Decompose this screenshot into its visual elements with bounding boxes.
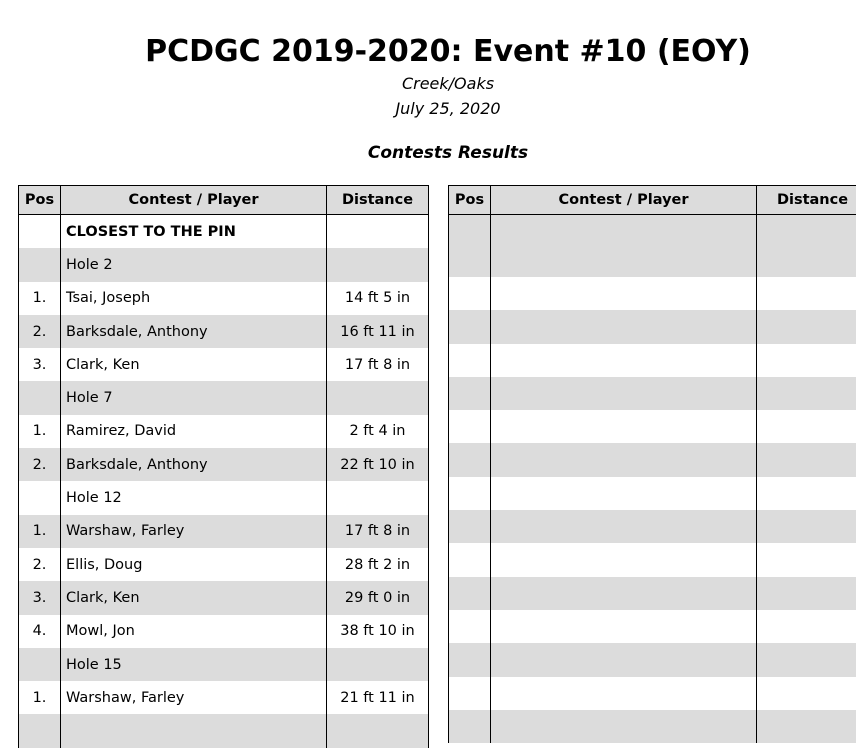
table-header-row: [19, 186, 429, 215]
pos-cell: [19, 714, 61, 747]
empty-table-row: [449, 277, 856, 310]
player-column-header: Contest / Player: [491, 186, 757, 215]
distance-cell: [757, 577, 856, 610]
distance-cell: 21 ft 11 in: [327, 681, 429, 714]
distance-cell: [327, 215, 429, 249]
pos-cell: [19, 248, 61, 281]
empty-table-row: [449, 344, 856, 377]
table-header-row: [449, 186, 856, 215]
distance-cell: 28 ft 2 in: [327, 548, 429, 581]
distance-cell: [757, 443, 856, 476]
player-cell: Mowl, Jon: [61, 615, 327, 648]
pos-cell: [449, 610, 491, 643]
distance-cell: [327, 481, 429, 514]
player-cell: Tsai, Joseph: [61, 282, 327, 315]
table-row: [19, 315, 429, 348]
table-row: [19, 415, 429, 448]
distance-cell: [757, 610, 856, 643]
table-row: [19, 248, 429, 281]
player-cell: [491, 215, 757, 278]
pos-cell: 4.: [19, 615, 61, 648]
player-cell: Ellis, Doug: [61, 548, 327, 581]
table-row: [19, 548, 429, 581]
pos-cell: [449, 710, 491, 743]
pos-cell: 1.: [19, 415, 61, 448]
distance-cell: [327, 648, 429, 681]
player-cell: Hole 15: [61, 648, 327, 681]
table-row: [19, 381, 429, 414]
pos-cell: 1.: [19, 681, 61, 714]
pos-column-header: Pos: [449, 186, 491, 215]
distance-cell: [757, 710, 856, 743]
distance-cell: [757, 344, 856, 377]
pos-cell: [449, 477, 491, 510]
course-name: Creek/Oaks: [0, 73, 856, 95]
pos-cell: [449, 377, 491, 410]
table-row: [19, 515, 429, 548]
pos-cell: 2.: [19, 548, 61, 581]
pos-cell: [449, 215, 491, 278]
player-cell: [491, 710, 757, 743]
table-row: [19, 215, 429, 249]
pos-cell: [449, 543, 491, 576]
table-row: [19, 481, 429, 514]
distance-cell: [757, 510, 856, 543]
distance-cell: [757, 377, 856, 410]
table-row: [19, 615, 429, 648]
distance-cell: [757, 310, 856, 343]
empty-table-row: [449, 443, 856, 476]
pos-cell: [449, 443, 491, 476]
contest-results-table-right: [448, 185, 856, 743]
distance-cell: [327, 381, 429, 414]
player-cell: Hole 2: [61, 248, 327, 281]
distance-column-header: Distance: [757, 186, 856, 215]
pos-cell: [19, 481, 61, 514]
pos-cell: [449, 310, 491, 343]
distance-cell: 2 ft 4 in: [327, 415, 429, 448]
player-cell: Warshaw, Farley: [61, 681, 327, 714]
empty-table-row: [449, 377, 856, 410]
contest-results-table-left: [18, 185, 429, 748]
empty-table-row: [449, 610, 856, 643]
player-cell: [491, 543, 757, 576]
distance-cell: [757, 277, 856, 310]
empty-table-row: [449, 510, 856, 543]
distance-cell: [327, 248, 429, 281]
pos-cell: 1.: [19, 515, 61, 548]
player-cell: Warshaw, Farley: [61, 515, 327, 548]
empty-table-row: [449, 215, 856, 278]
pos-cell: [449, 277, 491, 310]
distance-cell: [757, 677, 856, 710]
player-cell: [491, 677, 757, 710]
table-row: [19, 714, 429, 747]
pos-cell: 3.: [19, 348, 61, 381]
player-cell: [491, 344, 757, 377]
pos-cell: 3.: [19, 581, 61, 614]
table-row: [19, 348, 429, 381]
distance-cell: [757, 410, 856, 443]
player-cell: [491, 277, 757, 310]
table-row: [19, 581, 429, 614]
table-row: [19, 282, 429, 315]
pos-cell: 2.: [19, 448, 61, 481]
empty-table-row: [449, 477, 856, 510]
empty-table-row: [449, 543, 856, 576]
player-cell: Clark, Ken: [61, 348, 327, 381]
table-row: [19, 448, 429, 481]
player-cell: [491, 643, 757, 676]
pos-cell: [449, 677, 491, 710]
distance-column-header: Distance: [327, 186, 429, 215]
pos-cell: [449, 410, 491, 443]
pos-cell: [19, 215, 61, 249]
pos-cell: [19, 648, 61, 681]
pos-cell: [449, 643, 491, 676]
player-cell: [491, 443, 757, 476]
pos-column-header: Pos: [19, 186, 61, 215]
distance-cell: [757, 215, 856, 278]
player-cell: Ramirez, David: [61, 415, 327, 448]
pos-cell: [449, 344, 491, 377]
distance-cell: [757, 477, 856, 510]
table-row: [19, 681, 429, 714]
player-cell: [491, 477, 757, 510]
empty-table-row: [449, 677, 856, 710]
empty-table-row: [449, 310, 856, 343]
player-cell: [491, 310, 757, 343]
player-cell: Barksdale, Anthony: [61, 448, 327, 481]
player-cell: [491, 510, 757, 543]
empty-table-row: [449, 643, 856, 676]
player-cell: CLOSEST TO THE PIN: [61, 215, 327, 249]
empty-table-row: [449, 410, 856, 443]
pos-cell: 2.: [19, 315, 61, 348]
event-date: July 25, 2020: [0, 98, 856, 120]
distance-cell: 14 ft 5 in: [327, 282, 429, 315]
player-cell: Barksdale, Anthony: [61, 315, 327, 348]
pos-cell: 1.: [19, 282, 61, 315]
page-title: PCDGC 2019-2020: Event #10 (EOY): [0, 32, 856, 72]
pos-cell: [449, 577, 491, 610]
player-column-header: Contest / Player: [61, 186, 327, 215]
section-title: Contests Results: [0, 142, 856, 164]
empty-table-row: [449, 577, 856, 610]
player-cell: Hole 12: [61, 481, 327, 514]
player-cell: [491, 610, 757, 643]
player-cell: [491, 577, 757, 610]
pos-cell: [449, 510, 491, 543]
player-cell: Clark, Ken: [61, 581, 327, 614]
distance-cell: 29 ft 0 in: [327, 581, 429, 614]
player-cell: [491, 410, 757, 443]
empty-table-row: [449, 710, 856, 743]
distance-cell: [327, 714, 429, 747]
distance-cell: [757, 643, 856, 676]
player-cell: Hole 7: [61, 381, 327, 414]
distance-cell: 38 ft 10 in: [327, 615, 429, 648]
distance-cell: [757, 543, 856, 576]
distance-cell: 17 ft 8 in: [327, 348, 429, 381]
pos-cell: [19, 381, 61, 414]
distance-cell: 22 ft 10 in: [327, 448, 429, 481]
distance-cell: 16 ft 11 in: [327, 315, 429, 348]
player-cell: [491, 377, 757, 410]
distance-cell: 17 ft 8 in: [327, 515, 429, 548]
table-row: [19, 648, 429, 681]
player-cell: [61, 714, 327, 747]
